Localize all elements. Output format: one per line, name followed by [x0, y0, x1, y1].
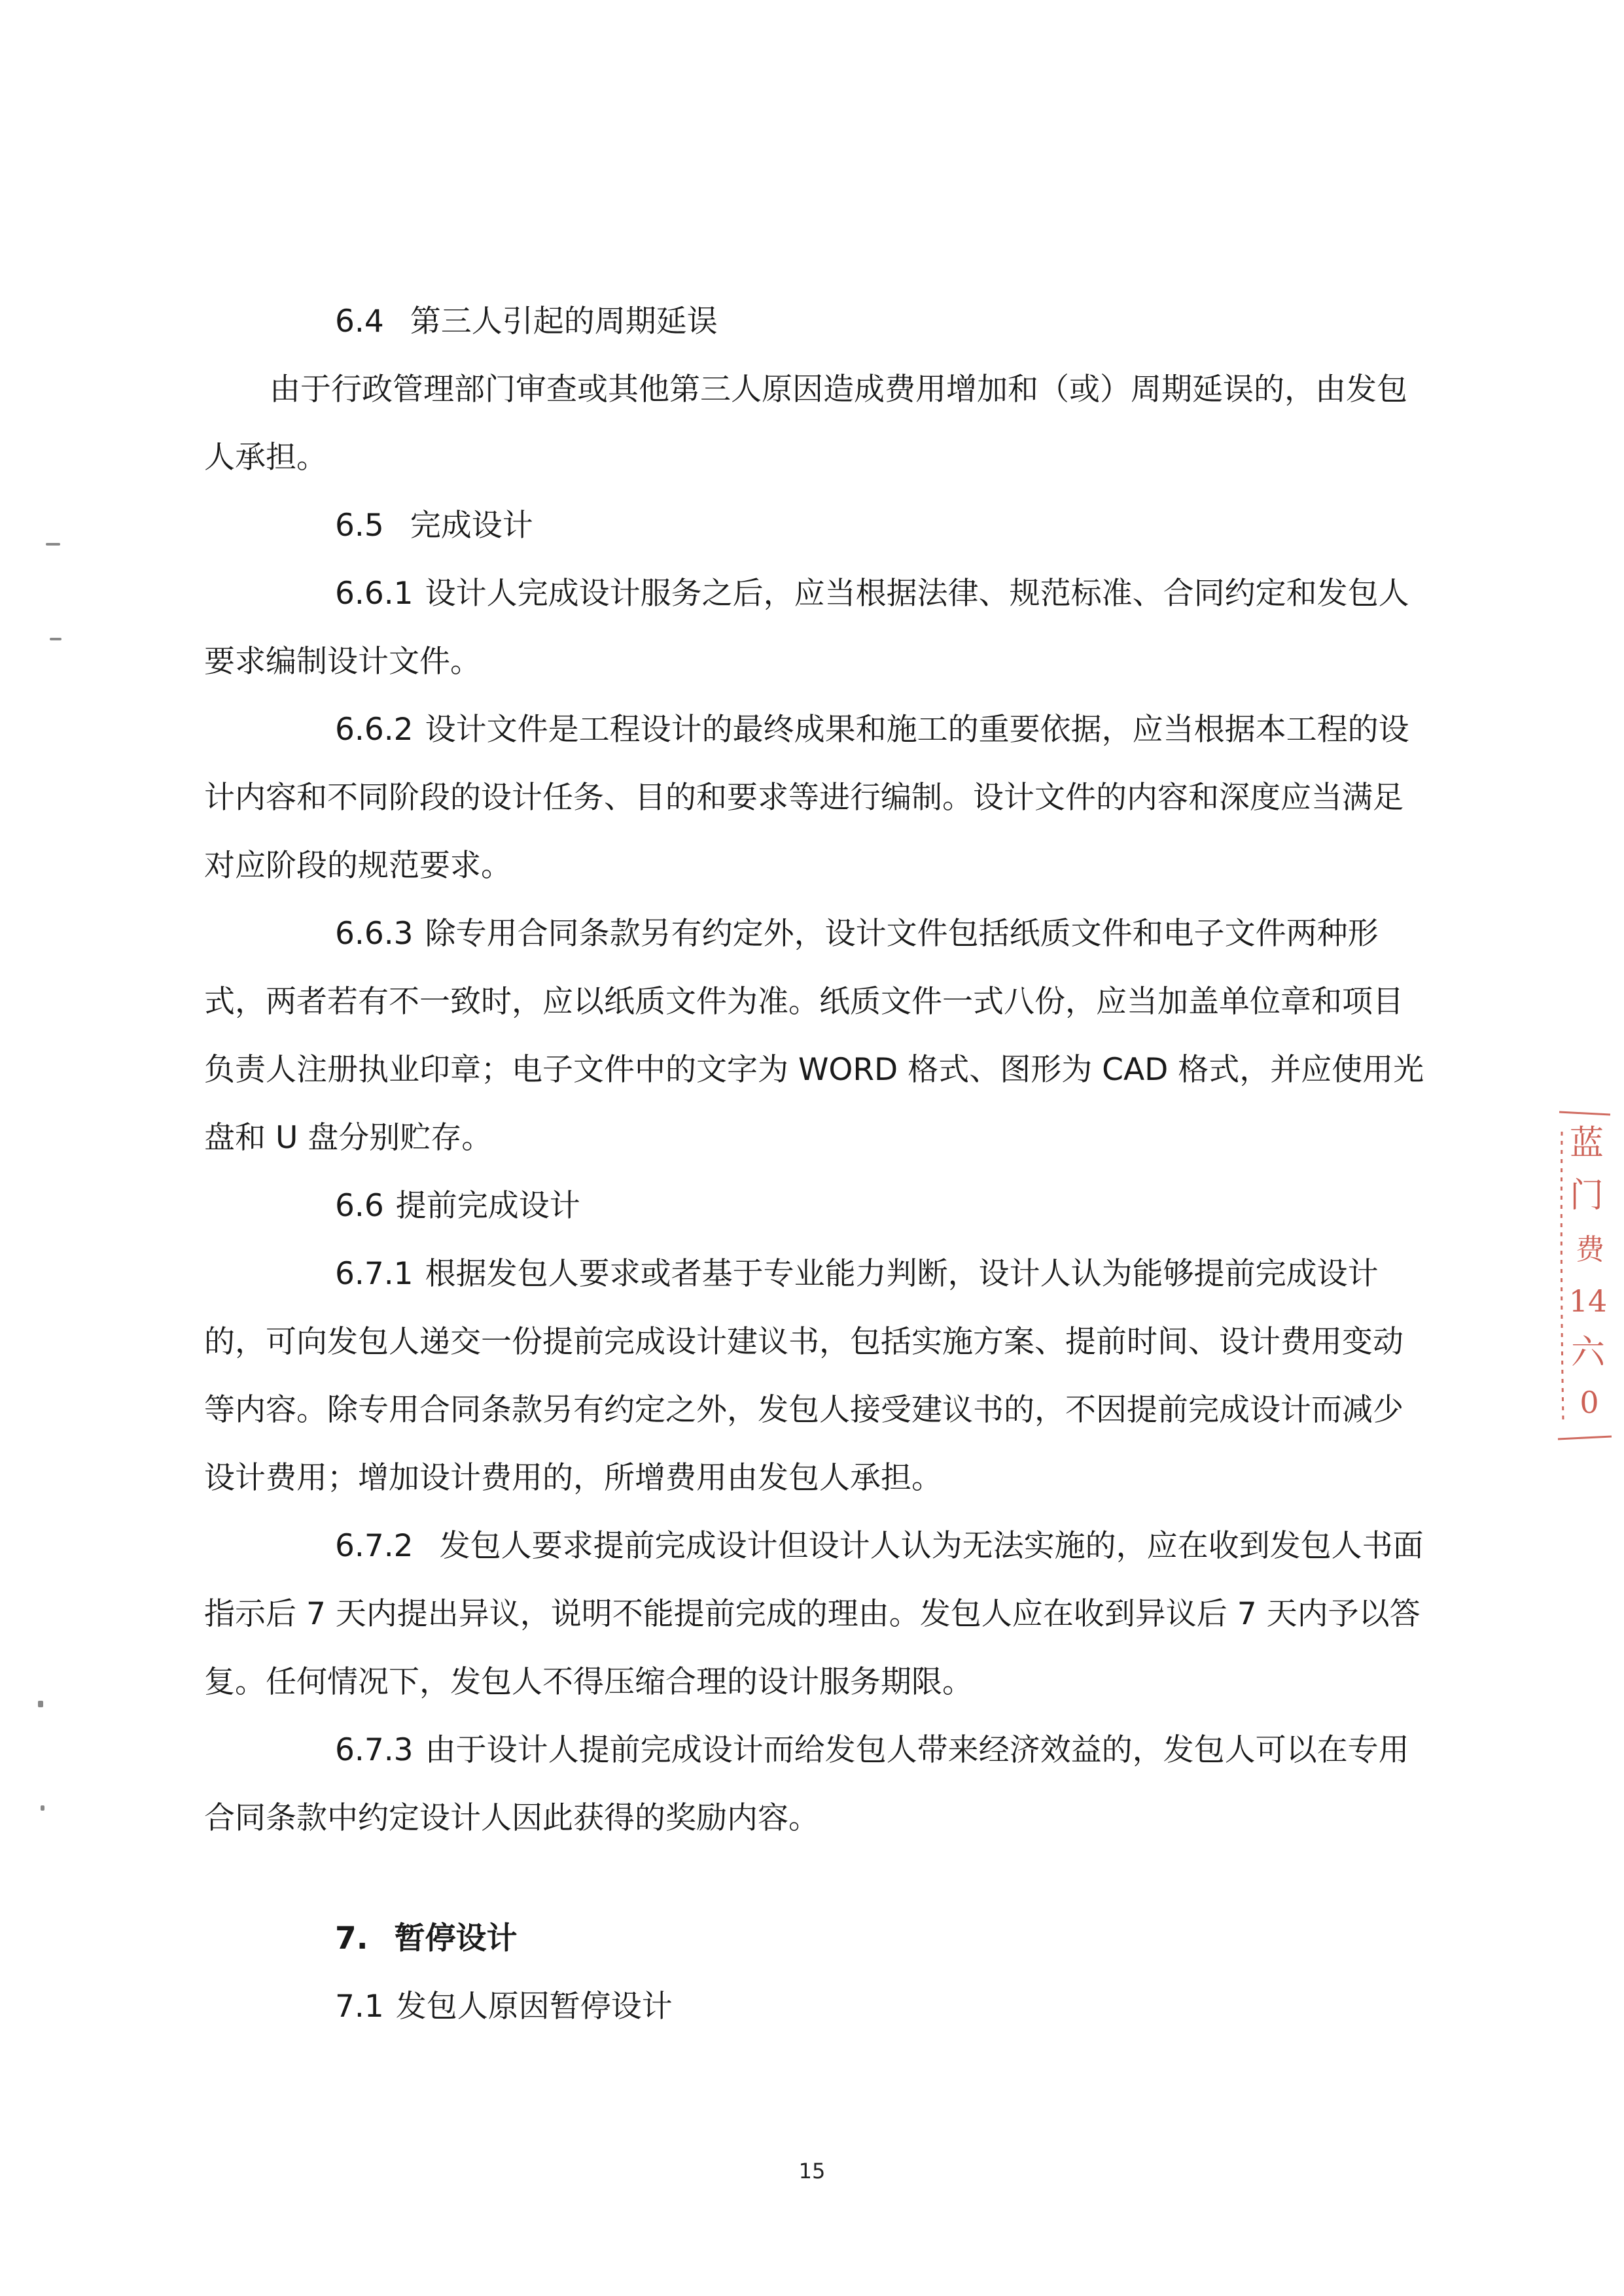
clause-number: 6.7.1: [335, 1256, 414, 1292]
svg-text:0: 0: [1580, 1385, 1599, 1420]
scan-speck: [41, 1805, 44, 1811]
clause-text: 除专用合同条款另有约定外，设计文件包括纸质文件和电子文件两种形式，两者若有不一致时，应以纸质文件为准。纸质文件一式八份，应当加盖单位章和项目负责人注册执业印章；电子文件中的文字为 WORD 格式、图形为 CAD 格式，并应使用光盘和 U 盘分别贮存。: [204, 916, 1424, 1156]
section-number: 7.1: [335, 1989, 384, 2025]
chapter-title: 暂停设计: [394, 1921, 518, 1957]
section-title: 发包人原因暂停设计: [395, 1989, 673, 2025]
paragraph-6-6-1: [204, 560, 1428, 696]
clause-number: 6.7.3: [335, 1732, 414, 1768]
clause-text: 设计人完成设计服务之后，应当根据法律、规范标准、合同约定和发包人要求编制设计文件。: [204, 576, 1409, 680]
svg-text:蓝: 蓝: [1569, 1124, 1604, 1163]
document-body: [204, 288, 1428, 2041]
seal-stamp: [1554, 1105, 1613, 1446]
chapter-heading-7: [204, 1905, 1428, 1973]
section-heading-6-6: [204, 1172, 1428, 1240]
section-number: 6.6: [335, 1188, 384, 1224]
section-heading-7-1: [204, 1973, 1428, 2041]
paragraph-6-4-body: 由于行政管理部门审查或其他第三人原因造成费用增加和（或）周期延误的，由发包人承担。: [204, 372, 1407, 476]
section-title: 提前完成设计: [395, 1188, 580, 1224]
section-heading-6-5: [204, 492, 1428, 560]
section-number: 6.5: [335, 508, 384, 544]
section-title: 第三人引起的周期延误: [410, 304, 718, 339]
scan-speck: [46, 543, 60, 546]
section-number: 6.4: [335, 304, 384, 339]
clause-text: 由于设计人提前完成设计而给发包人带来经济效益的，发包人可以在专用合同条款中约定设计人因此获得的奖励内容。: [204, 1732, 1409, 1836]
clause-number: 6.6.3: [335, 916, 414, 952]
paragraph-6-6-2: [204, 696, 1428, 900]
clause-number: 6.6.2: [335, 712, 414, 748]
svg-text:门: 门: [1569, 1176, 1604, 1215]
chapter-number: 7.: [335, 1921, 368, 1957]
paragraph-6-7-1: [204, 1240, 1428, 1512]
svg-text:14: 14: [1568, 1283, 1608, 1319]
page-number: 15: [798, 2159, 826, 2183]
paragraph-6-6-3: [204, 900, 1428, 1172]
section-title: 完成设计: [410, 508, 533, 544]
scan-speck: [50, 638, 62, 640]
paragraph-6-7-2: [204, 1512, 1428, 1716]
clause-text: 根据发包人要求或者基于专业能力判断，设计人认为能够提前完成设计的，可向发包人递交一份提前完成设计建议书，包括实施方案、提前时间、设计费用变动等内容。除专用合同条款另有约定之外，发包人接受建议书的，不因提前完成设计而减少设计费用；增加设计费用的，所增费用由发包人承担。: [204, 1256, 1403, 1496]
svg-text:费: 费: [1576, 1233, 1604, 1266]
scan-speck: [38, 1701, 43, 1707]
svg-text:六: 六: [1570, 1333, 1606, 1372]
clause-text: 设计文件是工程设计的最终成果和施工的重要依据，应当根据本工程的设计内容和不同阶段的设计任务、目的和要求等进行编制。设计文件的内容和深度应当满足对应阶段的规范要求。: [204, 712, 1409, 884]
clause-number: 6.7.2: [335, 1528, 414, 1564]
clause-text: 发包人要求提前完成设计但设计人认为无法实施的，应在收到发包人书面指示后 7 天内提出异议，说明不能提前完成的理由。发包人应在收到异议后 7 天内予以答复。任何情况下，发包人不得压缩合理的设计服务期限。: [204, 1528, 1424, 1700]
clause-number: 6.6.1: [335, 576, 414, 612]
paragraph-6-7-3: [204, 1716, 1428, 1852]
section-heading-6-4: [204, 288, 1428, 356]
